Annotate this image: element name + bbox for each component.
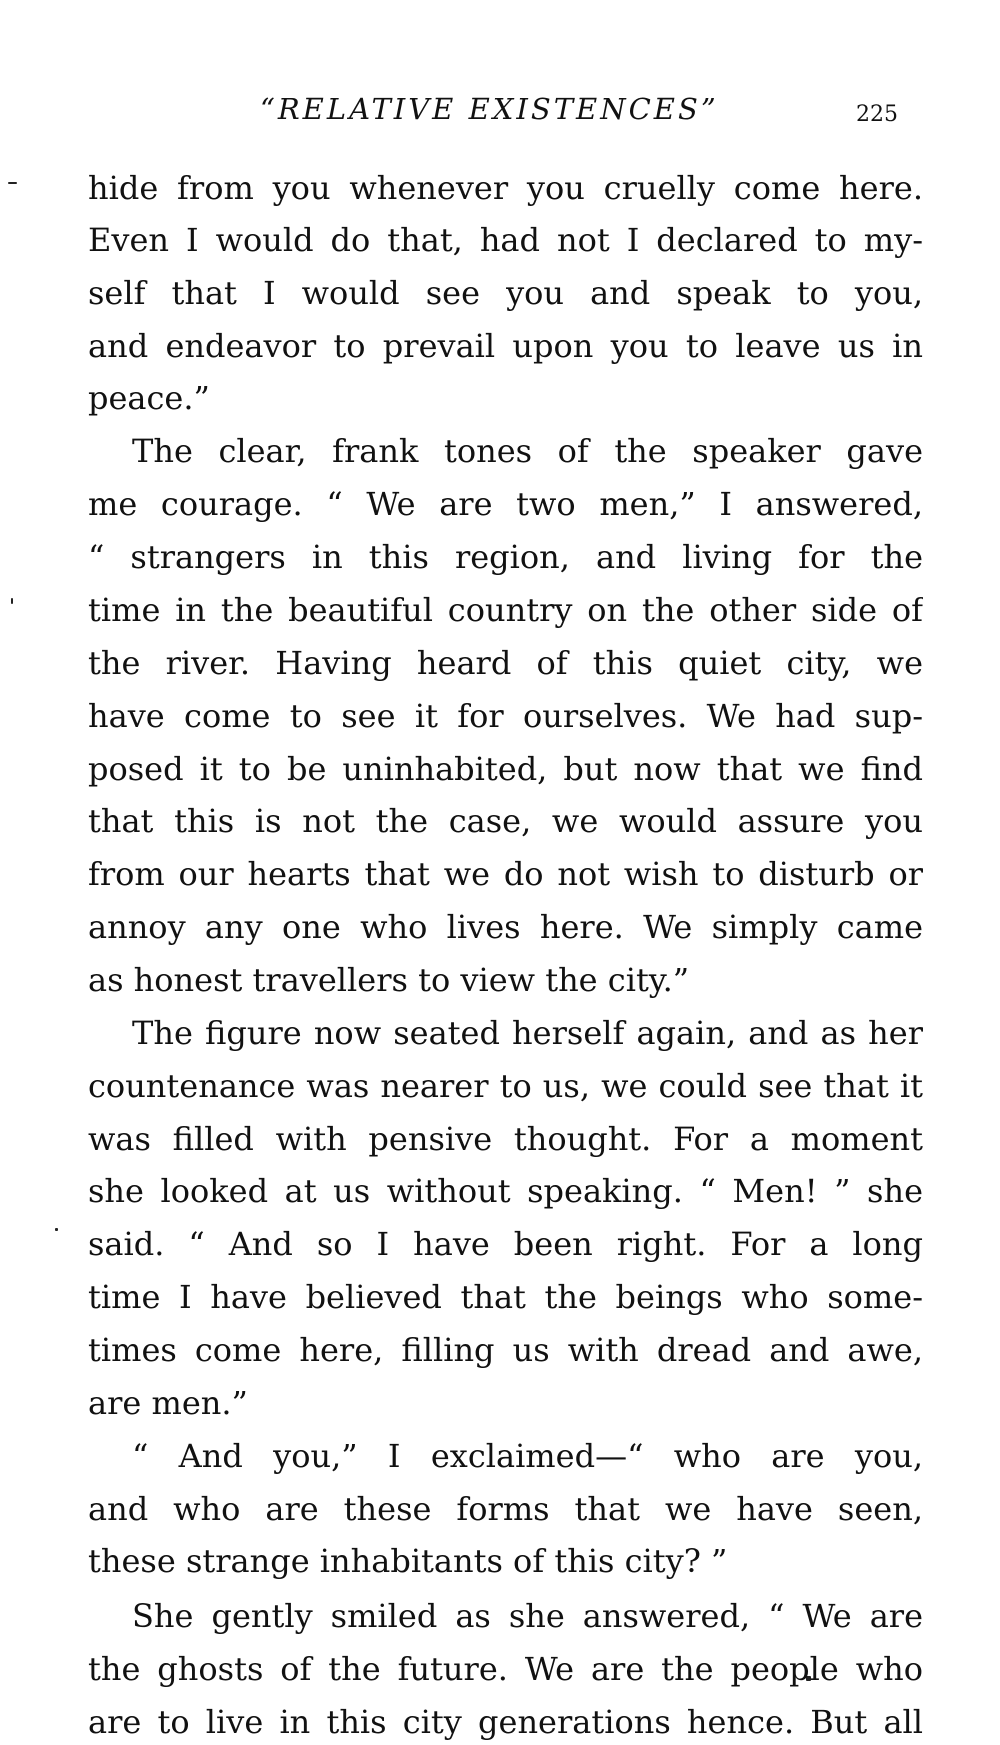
text-line: and endeavor to prevail upon you to leave us in	[88, 327, 923, 365]
text-line: these strange inhabitants of this city? ”	[88, 1542, 728, 1580]
margin-speck	[55, 1228, 58, 1231]
text-line: are to live in this city generations hence. But all	[88, 1703, 923, 1741]
text-line: the river. Having heard of this quiet city, we	[88, 644, 923, 682]
text-line: said. “ And so I have been right. For a long	[88, 1225, 923, 1263]
page-number: 225	[856, 102, 898, 127]
text-line: countenance was nearer to us, we could see that it	[88, 1067, 923, 1105]
text-line: times come here, filling us with dread and awe,	[88, 1331, 923, 1369]
text-line: “ strangers in this region, and living for the	[88, 538, 923, 576]
text-line: have come to see it for ourselves. We had sup-	[88, 697, 923, 735]
text-line: are men.”	[88, 1384, 248, 1422]
text-line: the ghosts of the future. We are the people who	[88, 1650, 923, 1688]
text-line: “ And you,” I exclaimed—“ who are you,	[132, 1437, 923, 1475]
text-line: annoy any one who lives here. We simply came	[88, 908, 923, 946]
text-line: as honest travellers to view the city.”	[88, 961, 690, 999]
text-line: and who are these forms that we have seen,	[88, 1490, 923, 1528]
text-line: that this is not the case, we would assure you	[88, 802, 923, 840]
text-line: self that I would see you and speak to you,	[88, 274, 923, 312]
text-line: from our hearts that we do not wish to disturb or	[88, 855, 923, 893]
text-line: time in the beautiful country on the other side of	[88, 591, 923, 629]
text-line: The figure now seated herself again, and as her	[132, 1014, 923, 1052]
margin-speck	[8, 182, 17, 184]
text-line: was filled with pensive thought. For a moment	[88, 1120, 923, 1158]
text-line: hide from you whenever you cruelly come here.	[88, 169, 923, 207]
text-line: she looked at us without speaking. “ Men! ” she	[88, 1172, 923, 1210]
margin-speck	[11, 598, 13, 604]
text-line: Even I would do that, had not I declared to my-	[88, 221, 923, 259]
running-header-title: “RELATIVE EXISTENCES”	[260, 92, 719, 126]
text-line: me courage. “ We are two men,” I answered,	[88, 485, 923, 523]
text-line: She gently smiled as she answered, “ We are	[132, 1597, 923, 1635]
text-line: peace.”	[88, 379, 210, 417]
text-line: time I have believed that the beings who some-	[88, 1278, 923, 1316]
text-line: posed it to be uninhabited, but now that we find	[88, 750, 923, 788]
text-line: The clear, frank tones of the speaker gave	[132, 432, 923, 470]
